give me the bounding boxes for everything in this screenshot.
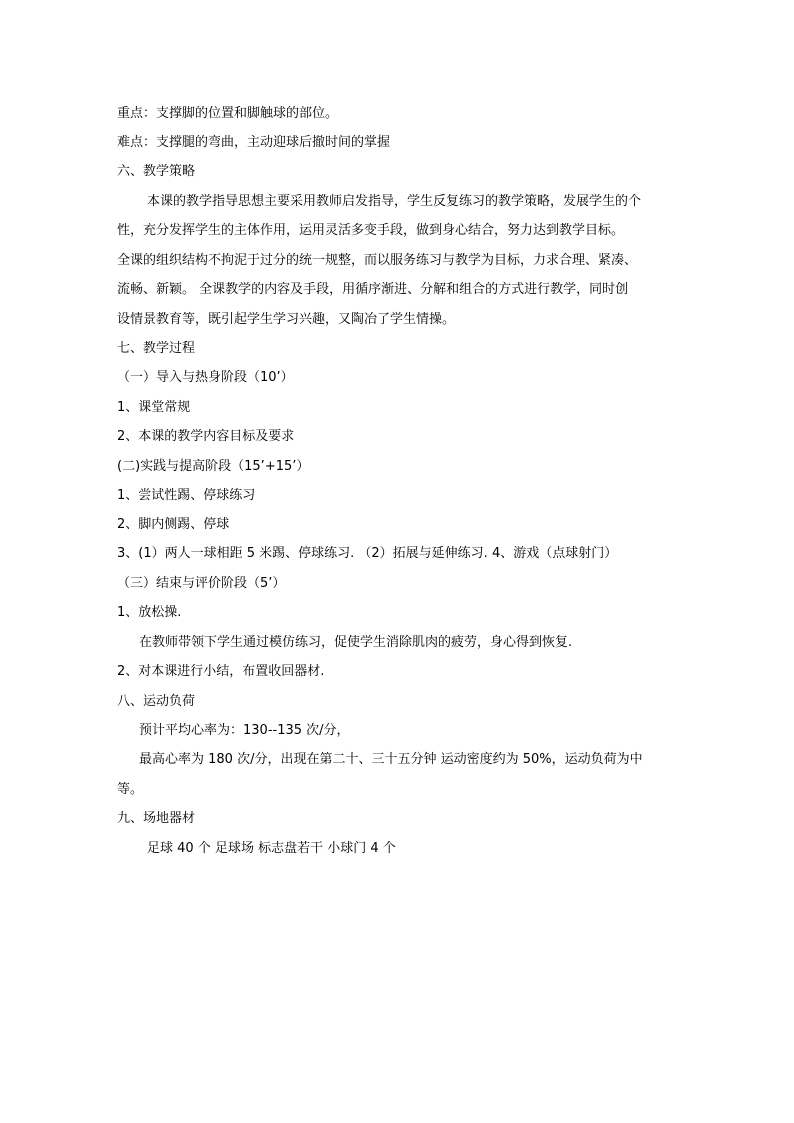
key-point-line: 重点：支撑脚的位置和脚触球的部位。 [117,106,339,121]
list-item: 1、课堂常规 [117,400,191,415]
list-item: 2、脚内侧踢、停球 [117,517,230,532]
list-item: 2、本课的教学内容目标及要求 [117,429,295,444]
list-item: 3、(1）两人一球相距 5 米踢、停球练习. （2）拓展与延伸练习. 4、游戏（点球射门） [117,546,618,561]
list-item: 2、对本课进行小结，布置收回器材. [117,664,325,679]
section-heading-load: 八、运动负荷 [117,694,196,709]
section-heading-process: 七、教学过程 [117,341,196,356]
subsection-heading-practice: (二)实践与提高阶段（15’+15’） [117,459,310,474]
strategy-paragraph-line: 流畅、新颖。 全课教学的内容及手段，用循序渐进、分解和组合的方式进行教学，同时创 [117,282,629,297]
closing-description: 在教师带领下学生通过模仿练习，促使学生消除肌肉的疲劳，身心得到恢复. [139,635,573,650]
load-line: 预计平均心率为：130--135 次/分， [139,723,350,738]
strategy-paragraph-line: 性，充分发挥学生的主体作用，运用灵活多变手段，做到身心结合，努力达到教学目标。 [117,223,625,238]
load-line: 等。 [117,782,144,797]
load-line: 最高心率为 180 次/分，出现在第二十、三十五分钟 运动密度约为 50%，运动负荷为中 [139,752,643,767]
section-heading-equipment: 九、场地器材 [117,811,196,826]
subsection-heading-warmup: （一）导入与热身阶段（10’） [117,370,294,385]
difficulty-line: 难点：支撑腿的弯曲，主动迎球后撤时间的掌握 [117,135,391,150]
section-heading-strategy: 六、教学策略 [117,164,196,179]
list-item: 1、尝试性踢、停球练习 [117,488,256,503]
subsection-heading-closing: （三）结束与评价阶段（5’） [117,576,286,591]
strategy-paragraph-line: 本课的教学指导思想主要采用教师启发指导，学生反复练习的教学策略，发展学生的个 [147,194,642,209]
strategy-paragraph-line: 设情景教育等，既引起学生学习兴趣，又陶冶了学生情操。 [117,312,456,327]
strategy-paragraph-line: 全课的组织结构不拘泥于过分的统一规整，而以服务练习与教学为目标，力求合理、紧凑、 [117,253,638,268]
equipment-line: 足球 40 个 足球场 标志盘若干 小球门 4 个 [147,841,396,856]
list-item: 1、放松操. [117,605,182,620]
